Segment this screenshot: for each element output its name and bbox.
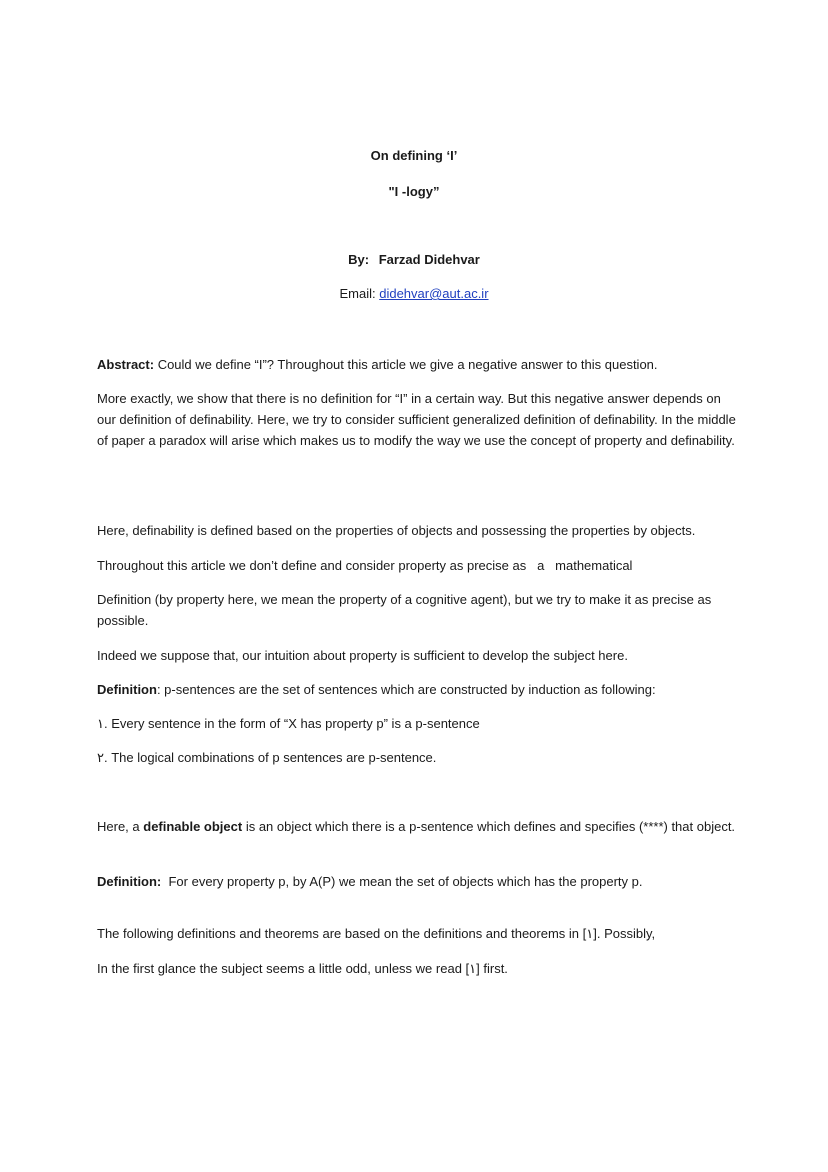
definition-2 (97, 871, 643, 892)
abstract-text: Could we define “I”? Throughout this article we give a negative answer to this question. (154, 357, 658, 372)
paragraph-3: Throughout this article we don’t define and consider property as precise as a mathematical (97, 558, 633, 573)
paragraph-5: Indeed we suppose that, our intuition about property is sufficient to develop the subject here. (97, 648, 628, 663)
abstract-label: Abstract: (97, 357, 155, 372)
paragraph-7: The following definitions and theorems are based on the definitions and theorems in [١]. Possibly, (97, 926, 656, 941)
author-byline (0, 252, 828, 267)
definition-2-text: For every property p, by A(P) we mean the set of objects which has the property p. (161, 874, 643, 889)
paragraph-1: More exactly, we show that there is no definition for “I” in a certain way. But this negative answer depends on our definition of definability. Here, we try to consider sufficient generalized definition of definability. In the middle of paper a paradox will arise which makes us to modify the way we use the concept of property and definability. (97, 391, 736, 448)
definition-1-text: : p-sentences are the set of sentences which are constructed by induction as following: (156, 682, 656, 697)
abstract (97, 354, 658, 375)
paragraph-8: In the first glance the subject seems a little odd, unless we read [١] first. (97, 961, 508, 976)
byline-label: By: (348, 252, 370, 267)
definable-object-term: definable object (143, 819, 243, 834)
email-link[interactable]: didehvar@aut.ac.ir (379, 286, 489, 301)
paragraph-6: Here, a definable object is an object which there is a p-sentence which defines and specifies (****) that object. (97, 819, 736, 834)
paper-subtitle: "I -logy” (388, 184, 440, 199)
paragraph-2: Here, definability is defined based on the properties of objects and possessing the properties by objects. (97, 523, 696, 538)
list-item-1: ١. Every sentence in the form of “X has property p” is a p-sentence (97, 716, 480, 731)
definition-1-label: Definition (97, 682, 157, 697)
author-name: Farzad Didehvar (378, 252, 480, 267)
list-item-2: ٢. The logical combinations of p sentences are p-sentence. (97, 750, 437, 765)
email-line (0, 286, 828, 301)
definition-1 (97, 679, 656, 700)
paragraph-4: Definition (by property here, we mean the property of a cognitive agent), but we try to make it as precise as possible. (97, 592, 712, 628)
email-label: Email: (339, 286, 376, 301)
paper-title: On defining ‘I’ (370, 148, 458, 163)
definition-2-label: Definition: (97, 874, 162, 889)
